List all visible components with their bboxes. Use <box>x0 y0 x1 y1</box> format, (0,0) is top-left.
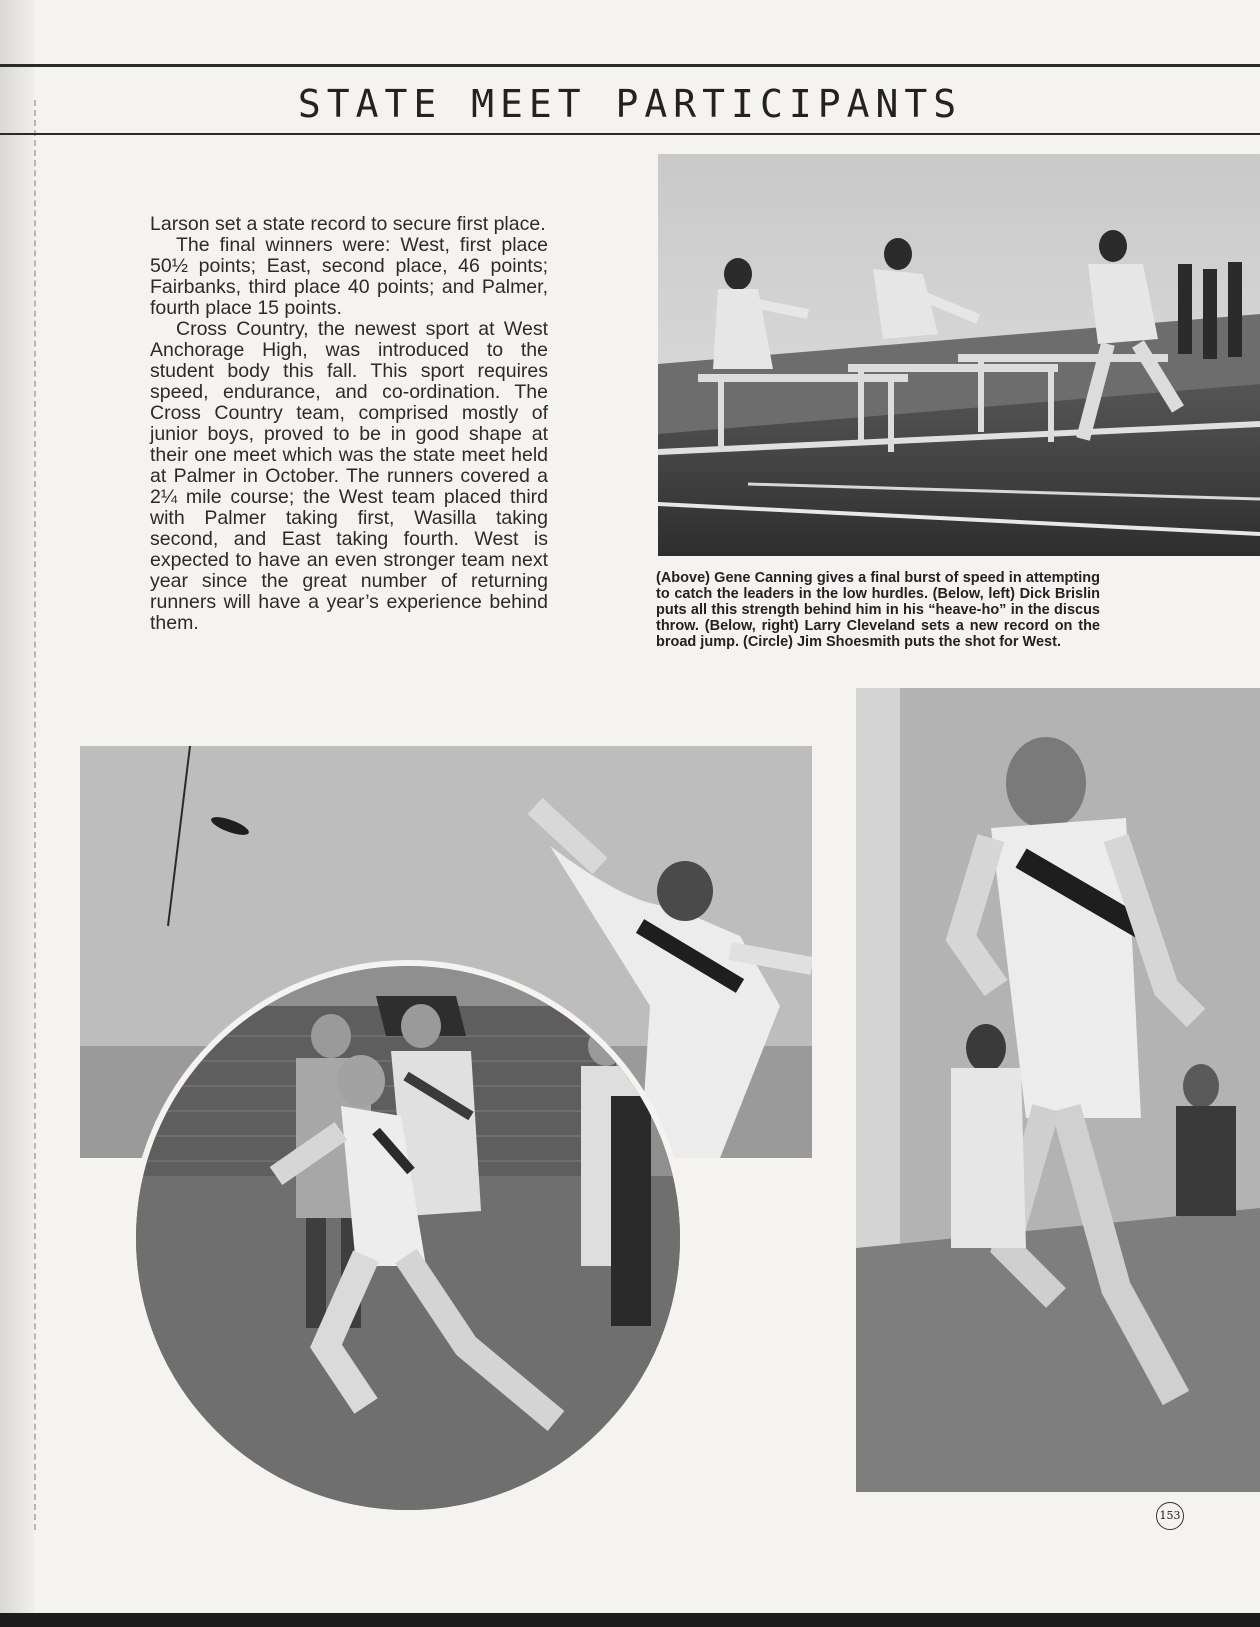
hurdles-photo-image <box>658 154 1260 556</box>
page-number-badge: 153 <box>1156 1502 1184 1530</box>
shot-put-circle-photo-image <box>136 966 686 1516</box>
article-paragraph-1: Larson set a state record to secure first place. <box>150 213 546 235</box>
hurdles-photo <box>658 154 1260 556</box>
header-rule-bottom <box>0 133 1260 135</box>
shot-put-circle-photo <box>130 960 686 1516</box>
bottom-edge-band <box>0 1613 1260 1627</box>
binding-stitch <box>34 100 39 1530</box>
article-body <box>150 214 548 634</box>
binding-edge <box>0 0 34 1627</box>
broad-jump-photo-image <box>856 688 1260 1492</box>
page-title: STATE MEET PARTICIPANTS <box>297 82 963 126</box>
broad-jump-photo <box>856 688 1260 1492</box>
photo-caption: (Above) Gene Canning gives a final burst of speed in attempting to catch the leaders in the low hurdles. (Below, left) Dick Brislin puts all this strength behind him in his “heave-ho” in the discus throw. (Below, right) Larry Cleveland sets a new record on the broad jump. (Circle) Jim Shoesmith puts the shot for West. <box>656 570 1100 650</box>
article-paragraph-3: Cross Country, the newest sport at West Anchorage High, was introduced to the student body this fall. This sport requires speed, endurance, and co-ordination. The Cross Country team, comprised mostly of junior boys, proved to be in good shape at their one meet which was the state meet held at Palmer in October. The runners covered a 2¼ mile course; the West team placed third with Palmer taking first, Wasilla taking second, and East taking fourth. West is expected to have an even stronger team next year since the great number of returning runners will have a year’s experience behind them. <box>150 318 548 634</box>
article-paragraph-2: The final winners were: West, first place 50½ points; East, second place, 46 points; Fairbanks, third place 40 points; and Palmer, fourth place 15 points. <box>150 234 548 319</box>
header-rule-top <box>0 64 1260 67</box>
